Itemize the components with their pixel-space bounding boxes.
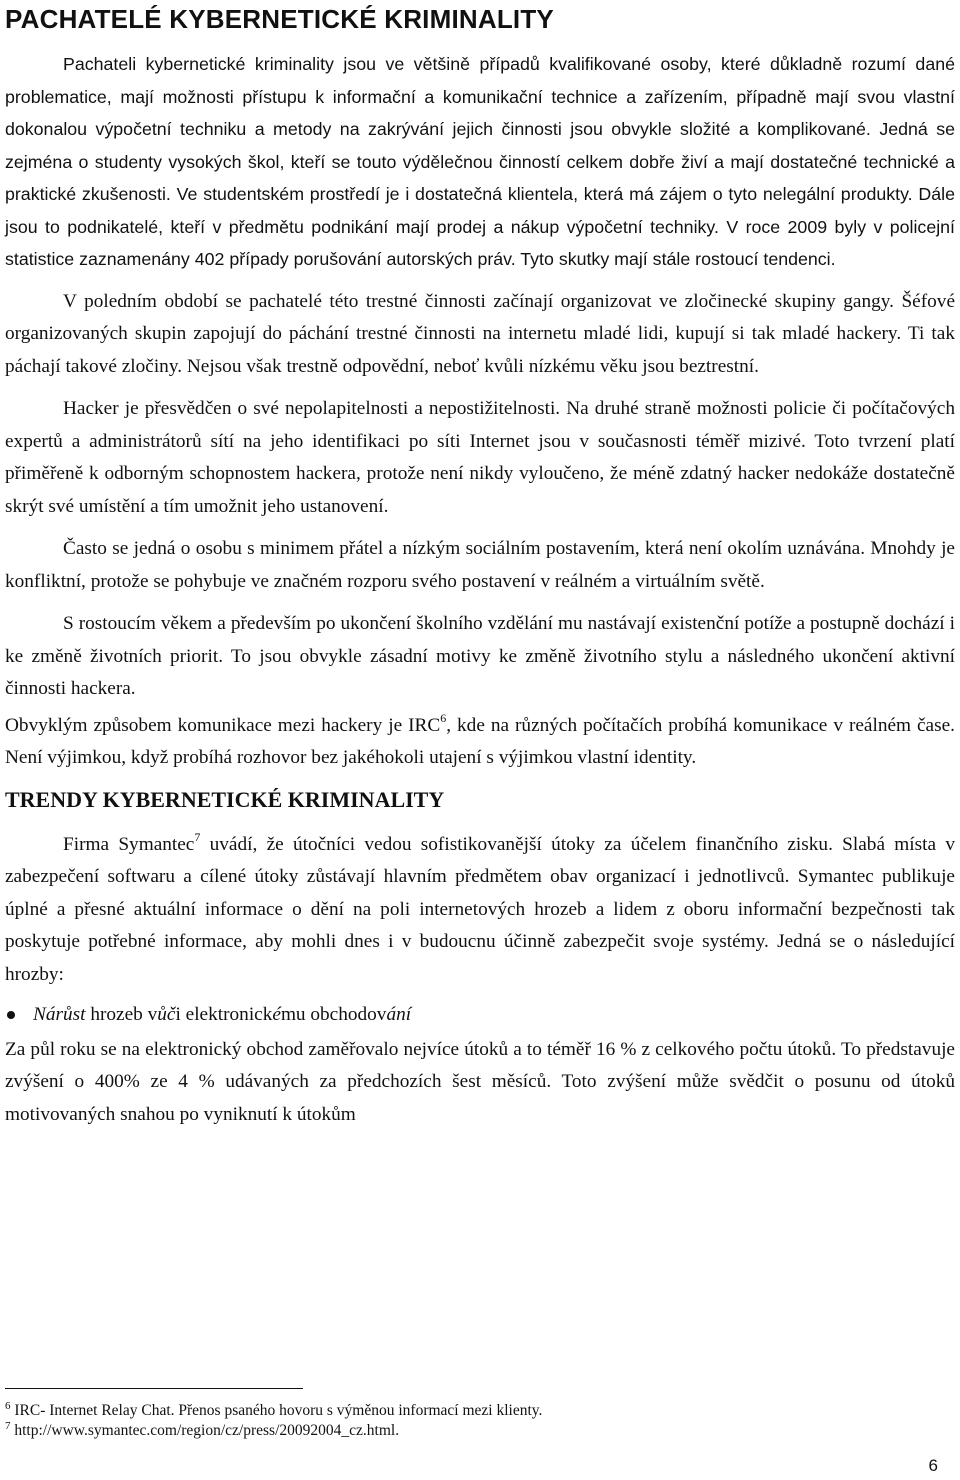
text-run: V roce 2009 byly v policejní statistice zaznamenány 402 případy porušování autorských práv. Tyto skutky mají stále rostoucí tendenci. (5, 216, 955, 269)
footnote-ref-6[interactable]: 6 (440, 710, 447, 725)
text-run: uvádí, že útočníci vedou sofistikovanější útoky za účelem finančního zisku. Slabá místa v zabezpečení softwaru a cílené útoky zůstávají hlavním předmětem obav organizací i jednotlivců. Symantec publikuje úplné a přesné aktuální informace o dění na poli internetových hrozeb a lidem z oboru informační bezpečnosti tak poskytuje potřebné informace, aby mohli dnes i v budoucnu účinně zabezpečit svoje systémy. Jedná se o následující hrozby: (5, 833, 955, 985)
footnote-text: IRC- Internet Relay Chat. Přenos psaného hovoru s výměnou informací mezi klienty. (10, 1402, 543, 1419)
paragraph-hacker-confidence: Hacker je přesvědčen o své nepolapitelnosti a nepostižitelnosti. Na druhé straně možnosti policie či počítačových expertů a administrátorů sítí na jeho identifikaci po síti Internet jsou v současnosti téměř mizivé. Toto tvrzení platí přiměřeně k odborným schopnostem hackera, protože není nikdy vyloučeno, že méně zdatný hacker nedokáže dostatečně skrýt své umístění a tím umožnit jeho ustanovení. (5, 398, 955, 517)
bullet-icon (7, 1011, 15, 1019)
text-run: Pachateli kybernetické kriminality jsou ve většině případů kvalifikované osoby, které důkladně rozumí dané problematice, mají možnosti přístupu k informační a komunikační technice a zařízením, případně mají svou vlastní dokonalou výpočetní techniku a metody na zakrývání jejich činnosti jsou obvykle složité a komplikované. (5, 54, 955, 139)
footnotes (5, 1388, 955, 1441)
paragraph-ecommerce-attacks: Za půl roku se na elektronický obchod zaměřovalo nejvíce útoků a to téměř 16 % z celkového počtu útoků. To představuje zvýšení o 400% ze 4 % udávaných za předchozích šest měsíců. Toto zvýšení může svědčit o posunu od útoků motivovaných snahou po vyniknutí k útokům (5, 1038, 955, 1125)
text-run: Nárůst (33, 1004, 86, 1025)
text-run: Firma Symantec (63, 833, 195, 855)
text-run: , kde na různých počítačích probíhá komunikace v reálném čase. Není výjimkou, když probíhá rozhovor bez jakéhokoli utajení s výjimkou vlastní identity. (5, 714, 955, 768)
text-run: mu obchodov (280, 1004, 387, 1025)
text-run: ání (386, 1004, 412, 1025)
text-run: Ve studentském prostředí je i dostatečná klientela, která má zájem o tyto nelegální produkty. (176, 184, 913, 204)
footnote-link[interactable]: http://www.symantec.com/region/cz/press/20092004_cz.html. (10, 1422, 400, 1439)
text-run: Dále jsou to podnikatelé, kteří v předmětu podnikání mají prodej a nákup výpočetní techniky. (5, 184, 955, 237)
footnote-6 (5, 1401, 955, 1421)
footnote-number: 7 (5, 1420, 11, 1432)
paragraph-organized-groups: V poledním období se pachatelé této trestné činnosti začínají organizovat ve zločinecké skupiny gangy. Šéfové organizovaných skupin zapojují do páchání trestné činnosti na internetu mladé lidi, kupují si tak mladé hackery. Ti tak páchají takové zločiny. Nejsou však trestně odpovědní, neboť kvůli nízkému věku jsou beztrestní. (5, 290, 955, 377)
paragraph-age-priorities: S rostoucím věkem a především po ukončení školního vzdělání mu nastávají existenční potíže a postupně dochází i ke změně životních priorit. To jsou obvykle zásadní motivy ke změně životního stylu a následného ukončení aktivní činnosti hackera. (5, 613, 955, 699)
text-run: é (272, 1004, 281, 1025)
text-run: ůč (157, 1004, 176, 1025)
paragraph-perpetrators-intro (5, 48, 955, 276)
text-run: i elektronick (175, 1004, 273, 1025)
text-run: Obvyklým způsobem komunikace mezi hackery je IRC (5, 714, 441, 736)
footnote-divider (5, 1388, 303, 1389)
page-number: 6 (928, 1456, 938, 1475)
section-heading-perpetrators: PACHATELÉ KYBERNETICKÉ KRIMINALITY (5, 4, 554, 34)
list-item (5, 999, 955, 1032)
footnote-ref-7[interactable]: 7 (194, 829, 201, 844)
footnote-number: 6 (5, 1400, 11, 1412)
footnote-7 (5, 1421, 955, 1441)
text-run: Jedná se zejména o studenty vysokých škol, kteří se touto výdělečnou činností celkem dobře živí a mají dostatečné technické a praktické zkušenosti. (5, 119, 955, 204)
paragraph-social-status: Často se jedná o osobu s minimem přátel a nízkým sociálním postavením, která není okolím uznávána. Mnohdy je konfliktní, protože se pohybuje ve značném rozporu svého postavení v reálném a virtuálním světě. (5, 538, 955, 592)
paragraph-symantec (5, 829, 955, 992)
paragraph-irc-communication (5, 710, 955, 775)
section-heading-trends: TRENDY KYBERNETICKÉ KRIMINALITY (5, 786, 445, 812)
text-run: hrozeb v (85, 1004, 158, 1025)
threat-list (5, 999, 955, 1032)
